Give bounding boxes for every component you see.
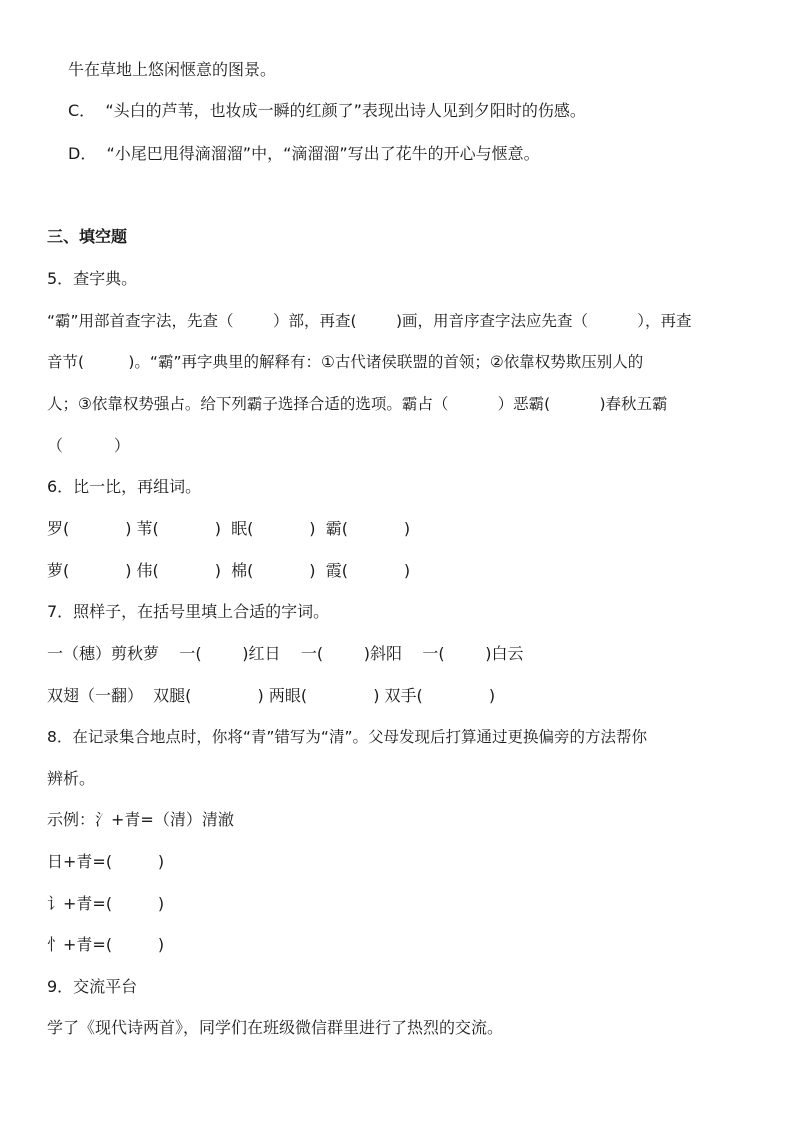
- question-8-blank: 日+青=( ): [47, 852, 165, 871]
- question-6-row: 萝( ) 伟( ) 棉( ) 霞( ): [47, 561, 411, 580]
- question-5-title: 5．查字典。: [47, 269, 138, 288]
- question-9-text: 学了《现代诗两首》，同学们在班级微信群里进行了热烈的交流。: [47, 1018, 504, 1037]
- question-7-row: 一（穗）剪秋萝 一( )红日 一( )斜阳 一( )白云: [47, 644, 524, 663]
- question-6-title: 6．比一比，再组词。: [47, 477, 202, 496]
- option-c: C． “头白的芦苇，也妆成一瞬的红颜了”表现出诗人见到夕阳时的伤感。: [68, 101, 586, 120]
- question-6-row: 罗( ) 苇( ) 眠( ) 霸( ): [47, 519, 411, 538]
- question-8-text: 辨析。: [47, 769, 96, 788]
- question-5-text: “霸”用部首查字法，先查（ ）部，再查( )画，用音序查字法应先查（ ），再查: [47, 312, 692, 330]
- section-heading: 三、填空题: [47, 227, 128, 246]
- question-7-title: 7．照样子，在括号里填上合适的字词。: [47, 602, 330, 621]
- question-8-blank: 忄+青=( ): [47, 935, 165, 954]
- question-5-text: 人；③依靠权势强占。给下列霸子选择合适的选项。霸占（ ）恶霸( )春秋五霸: [47, 395, 668, 413]
- question-5-blank: （ ）: [47, 436, 130, 455]
- question-8-example: 示例：氵+青=（清）清澈: [47, 810, 234, 829]
- option-d: D． “小尾巴甩得滴溜溜”中，“滴溜溜”写出了花牛的开心与惬意。: [68, 144, 540, 163]
- question-7-row: 双翅（一翻） 双腿( ) 两眼( ) 双手( ): [47, 686, 496, 705]
- question-8-title: 8．在记录集合地点时，你将“青”错写为“清”。父母发现后打算通过更换偏旁的方法帮你: [47, 728, 647, 746]
- question-9-title: 9．交流平台: [47, 977, 138, 996]
- question-8-blank: 讠+青=( ): [47, 894, 165, 913]
- question-5-text: 音节( )。“霸”再字典里的解释有：①古代诸侯联盟的首领；②依靠权势欺压别人的: [47, 353, 644, 371]
- option-b-continuation: 牛在草地上悠闲惬意的图景。: [68, 60, 277, 79]
